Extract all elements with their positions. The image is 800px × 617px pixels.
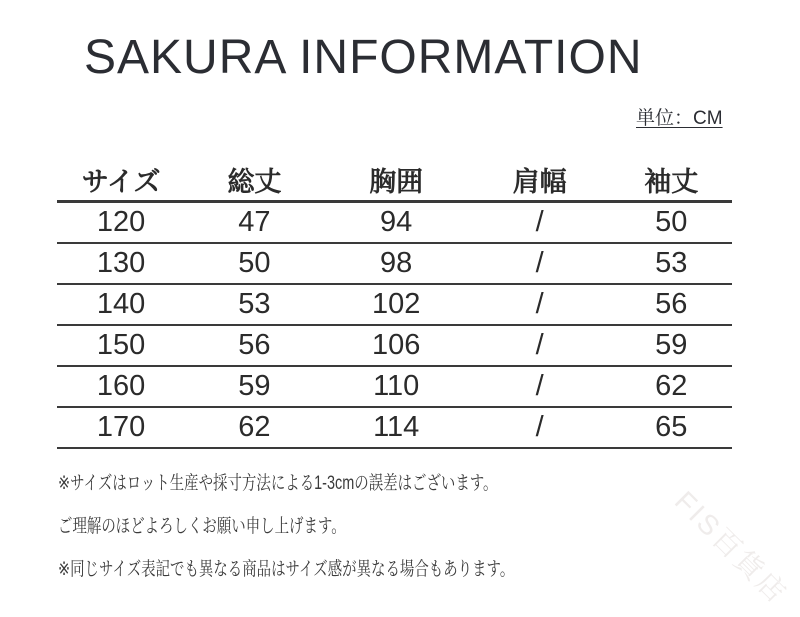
cell-sleeve: 62 xyxy=(611,366,733,407)
cell-total-length: 56 xyxy=(185,325,323,366)
cell-shoulder: / xyxy=(469,407,611,448)
col-header-sleeve: 袖丈 xyxy=(611,158,733,202)
cell-chest: 102 xyxy=(324,284,469,325)
page-title: SAKURA INFORMATION xyxy=(84,31,643,84)
cell-total-length: 62 xyxy=(185,407,323,448)
cell-shoulder: / xyxy=(469,202,611,244)
size-table-body xyxy=(57,202,732,449)
table-row-150 xyxy=(57,325,732,366)
cell-total-length: 59 xyxy=(185,366,323,407)
cell-total-length: 53 xyxy=(185,284,323,325)
table-row-170 xyxy=(57,407,732,448)
note-size-variation: ※同じサイズ表記でも異なる商品はサイズ感が異なる場合もあります。 xyxy=(58,559,515,580)
note-understanding: ご理解のほどよろしくお願い申し上げます。 xyxy=(58,516,346,537)
cell-sleeve: 50 xyxy=(611,202,733,244)
cell-sleeve: 53 xyxy=(611,243,733,284)
watermark: FIS百貨店 xyxy=(668,485,794,611)
col-header-shoulder: 肩幅 xyxy=(469,158,611,202)
cell-shoulder: / xyxy=(469,243,611,284)
cell-total-length: 47 xyxy=(185,202,323,244)
cell-sleeve: 65 xyxy=(611,407,733,448)
size-table xyxy=(57,158,732,449)
unit-label: 単位：CM xyxy=(636,108,723,129)
col-header-total-length: 総丈 xyxy=(185,158,323,202)
cell-sleeve: 56 xyxy=(611,284,733,325)
cell-size: 140 xyxy=(57,284,185,325)
note-size-tolerance: ※サイズはロット生産や採寸方法による1-3cmの誤差はございます。 xyxy=(58,473,498,494)
cell-shoulder: / xyxy=(469,325,611,366)
cell-chest: 110 xyxy=(324,366,469,407)
cell-chest: 114 xyxy=(324,407,469,448)
cell-chest: 106 xyxy=(324,325,469,366)
cell-size: 130 xyxy=(57,243,185,284)
cell-chest: 98 xyxy=(324,243,469,284)
cell-total-length: 50 xyxy=(185,243,323,284)
cell-size: 150 xyxy=(57,325,185,366)
cell-size: 170 xyxy=(57,407,185,448)
table-row-130 xyxy=(57,243,732,284)
size-table-header xyxy=(57,158,732,202)
header-row xyxy=(57,158,732,202)
table-row-120 xyxy=(57,202,732,244)
cell-sleeve: 59 xyxy=(611,325,733,366)
cell-chest: 94 xyxy=(324,202,469,244)
cell-shoulder: / xyxy=(469,284,611,325)
cell-shoulder: / xyxy=(469,366,611,407)
table-row-140 xyxy=(57,284,732,325)
col-header-chest: 胸囲 xyxy=(324,158,469,202)
cell-size: 120 xyxy=(57,202,185,244)
cell-size: 160 xyxy=(57,366,185,407)
table-row-160 xyxy=(57,366,732,407)
col-header-size: サイズ xyxy=(57,158,185,202)
